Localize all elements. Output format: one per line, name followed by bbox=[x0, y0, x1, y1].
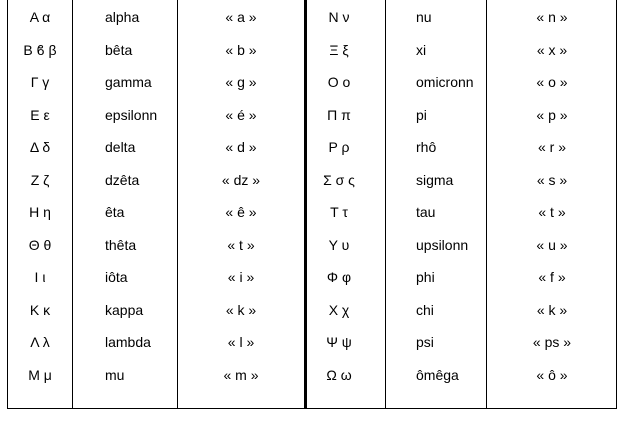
right-pronunciation-cell: « p » bbox=[536, 106, 568, 123]
left-letters-cell: Μ μ bbox=[28, 366, 52, 383]
left-letters-cell: Β ϐ β bbox=[23, 41, 57, 58]
left-letter-name-cell: epsilonn bbox=[105, 106, 158, 123]
right-letters-cell: Ξ ξ bbox=[329, 41, 349, 58]
right-pronunciation-cell: « s » bbox=[536, 171, 568, 188]
right-pronunciation-cell: « f » bbox=[538, 269, 566, 285]
left-pronunciation-cell: « l » bbox=[227, 334, 255, 350]
left-letter-name-cell: mu bbox=[105, 366, 125, 383]
left-letters-cell: Η η bbox=[29, 204, 51, 220]
left-pronunciation-cell: « k » bbox=[225, 301, 257, 318]
left-letter-name-cell: gamma bbox=[105, 74, 152, 90]
left-letter-name-cell: alpha bbox=[105, 9, 140, 25]
right-letter-name-cell: omicronn bbox=[416, 74, 474, 90]
left-letter-name-cell: iôta bbox=[105, 269, 128, 285]
right-letters-cell: Ω ω bbox=[326, 366, 352, 383]
right-letters-cell: Υ υ bbox=[328, 236, 350, 253]
right-letter-name-cell: upsilonn bbox=[416, 236, 469, 253]
column-divider-1 bbox=[72, 0, 73, 409]
right-letters-cell: Ο ο bbox=[327, 74, 351, 90]
left-letters-cell: Ζ ζ bbox=[30, 171, 50, 188]
greek-alphabet-table bbox=[7, 0, 617, 409]
right-letters-cell: Χ χ bbox=[328, 301, 350, 318]
right-pronunciation-cell: « t » bbox=[538, 204, 566, 220]
left-letters-cell: Γ γ bbox=[30, 74, 50, 90]
right-pronunciation-cell: « ô » bbox=[536, 366, 568, 383]
left-letter-name-cell: delta bbox=[105, 139, 136, 155]
left-pronunciation-cell: « i » bbox=[227, 269, 255, 285]
left-letters-cell: Κ κ bbox=[29, 301, 51, 318]
right-letters-cell: Σ σ ς bbox=[323, 171, 355, 188]
right-pronunciation-cell: « x » bbox=[536, 41, 568, 58]
column-divider-5 bbox=[486, 0, 487, 409]
right-pronunciation-cell: « o » bbox=[536, 74, 568, 90]
left-letter-name-cell: dzêta bbox=[105, 171, 140, 188]
left-pronunciation-cell: « d » bbox=[225, 139, 257, 155]
left-letters-cell: Θ θ bbox=[28, 236, 52, 253]
right-letters-cell: Φ φ bbox=[326, 269, 352, 285]
right-letters-cell: Ρ ρ bbox=[328, 139, 350, 155]
right-pronunciation-cell: « u » bbox=[536, 236, 568, 253]
right-pronunciation-cell: « n » bbox=[536, 9, 568, 25]
left-pronunciation-cell: « a » bbox=[225, 9, 257, 25]
right-letter-name-cell: nu bbox=[416, 9, 432, 25]
left-pronunciation-cell: « g » bbox=[225, 74, 257, 90]
left-letters-cell: Λ λ bbox=[30, 334, 50, 350]
left-letters-cell: Ε ε bbox=[30, 106, 50, 123]
right-pronunciation-cell: « r » bbox=[537, 139, 566, 155]
right-letter-name-cell: psi bbox=[416, 334, 434, 350]
left-letter-name-cell: kappa bbox=[105, 301, 144, 318]
left-letter-name-cell: êta bbox=[105, 204, 125, 220]
right-letter-name-cell: pi bbox=[416, 106, 427, 123]
left-letter-name-cell: lambda bbox=[105, 334, 151, 350]
right-letter-name-cell: rhô bbox=[416, 139, 437, 155]
left-pronunciation-cell: « ê » bbox=[225, 204, 257, 220]
right-letters-cell: Ψ ψ bbox=[326, 334, 352, 350]
right-pronunciation-cell: « k » bbox=[536, 301, 568, 318]
right-letter-name-cell: chi bbox=[416, 301, 434, 318]
right-letters-cell: Τ τ bbox=[330, 204, 348, 220]
right-letter-name-cell: sigma bbox=[416, 171, 454, 188]
left-pronunciation-cell: « é » bbox=[225, 106, 257, 123]
left-pronunciation-cell: « dz » bbox=[221, 171, 261, 188]
right-letter-name-cell: phi bbox=[416, 269, 435, 285]
left-pronunciation-cell: « m » bbox=[223, 366, 259, 383]
table-border-right bbox=[616, 0, 617, 409]
right-letter-name-cell: ômêga bbox=[416, 366, 459, 383]
left-letters-cell: Ι ι bbox=[34, 269, 46, 285]
left-letters-cell: Δ δ bbox=[29, 139, 51, 155]
right-letter-name-cell: tau bbox=[416, 204, 436, 220]
left-letter-name-cell: bêta bbox=[105, 41, 133, 58]
column-divider-4 bbox=[385, 0, 386, 409]
table-border-bottom bbox=[7, 408, 617, 409]
right-pronunciation-cell: « ps » bbox=[532, 334, 572, 350]
left-pronunciation-cell: « b » bbox=[225, 41, 257, 58]
left-letter-name-cell: thêta bbox=[105, 236, 137, 253]
right-letter-name-cell: xi bbox=[416, 41, 427, 58]
right-letters-cell: Π π bbox=[327, 106, 351, 123]
left-pronunciation-cell: « t » bbox=[227, 236, 255, 253]
left-letters-cell: Α α bbox=[29, 9, 51, 25]
right-letters-cell: Ν ν bbox=[328, 9, 350, 25]
